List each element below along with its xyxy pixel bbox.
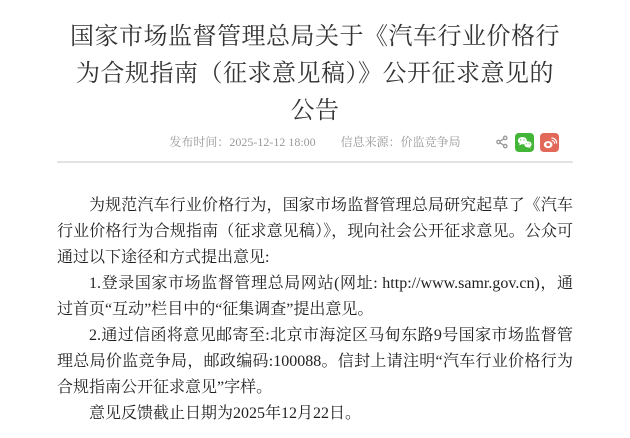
divider (57, 161, 573, 163)
info-source (341, 131, 461, 153)
article-body (57, 193, 573, 427)
article-paragraph: 2.通过信函将意见邮寄至:北京市海淀区马甸东路9号国家市场监督管理总局价监竞争局，邮政编码:100088。信封上请注明“汽车行业价格行为合规指南公开征求意见”字样。 (57, 327, 573, 396)
article-paragraph: 1.登录国家市场监督管理总局网站(网址: http://www.samr.gov.cn)，通过首页“互动”栏目中的“征集调查”提出意见。 (57, 275, 573, 318)
article-paragraph: 意见反馈截止日期为2025年12月22日。 (89, 405, 362, 422)
wechat-share-button[interactable] (515, 133, 534, 152)
page-title (57, 18, 573, 129)
article-meta-bar (57, 131, 573, 153)
page-title-line: 为合规指南（征求意见稿）》公开征求意见的 (76, 60, 554, 87)
publish-time-value: 2025-12-12 18:00 (229, 135, 316, 149)
weibo-icon (540, 133, 559, 152)
wechat-icon (515, 133, 534, 152)
page-title-line: 国家市场监督管理总局关于《汽车行业价格行 (70, 23, 560, 50)
info-source-value: 价监竞争局 (400, 135, 461, 149)
share-button[interactable] (495, 135, 509, 149)
publish-time-label: 发布时间： (169, 135, 230, 149)
publish-time (169, 131, 315, 153)
info-source-label: 信息来源： (340, 135, 401, 149)
share-bar (495, 132, 559, 152)
page-title-line: 公告 (290, 97, 340, 124)
article-paragraph: 为规范汽车行业价格行为，国家市场监督管理总局研究起草了《汽车行业价格行为合规指南（征求意见稿）》，现向社会公开征求意见。公众可通过以下途径和方式提出意见: (57, 197, 573, 266)
weibo-share-button[interactable] (540, 133, 559, 152)
share-nodes-icon (495, 135, 509, 149)
